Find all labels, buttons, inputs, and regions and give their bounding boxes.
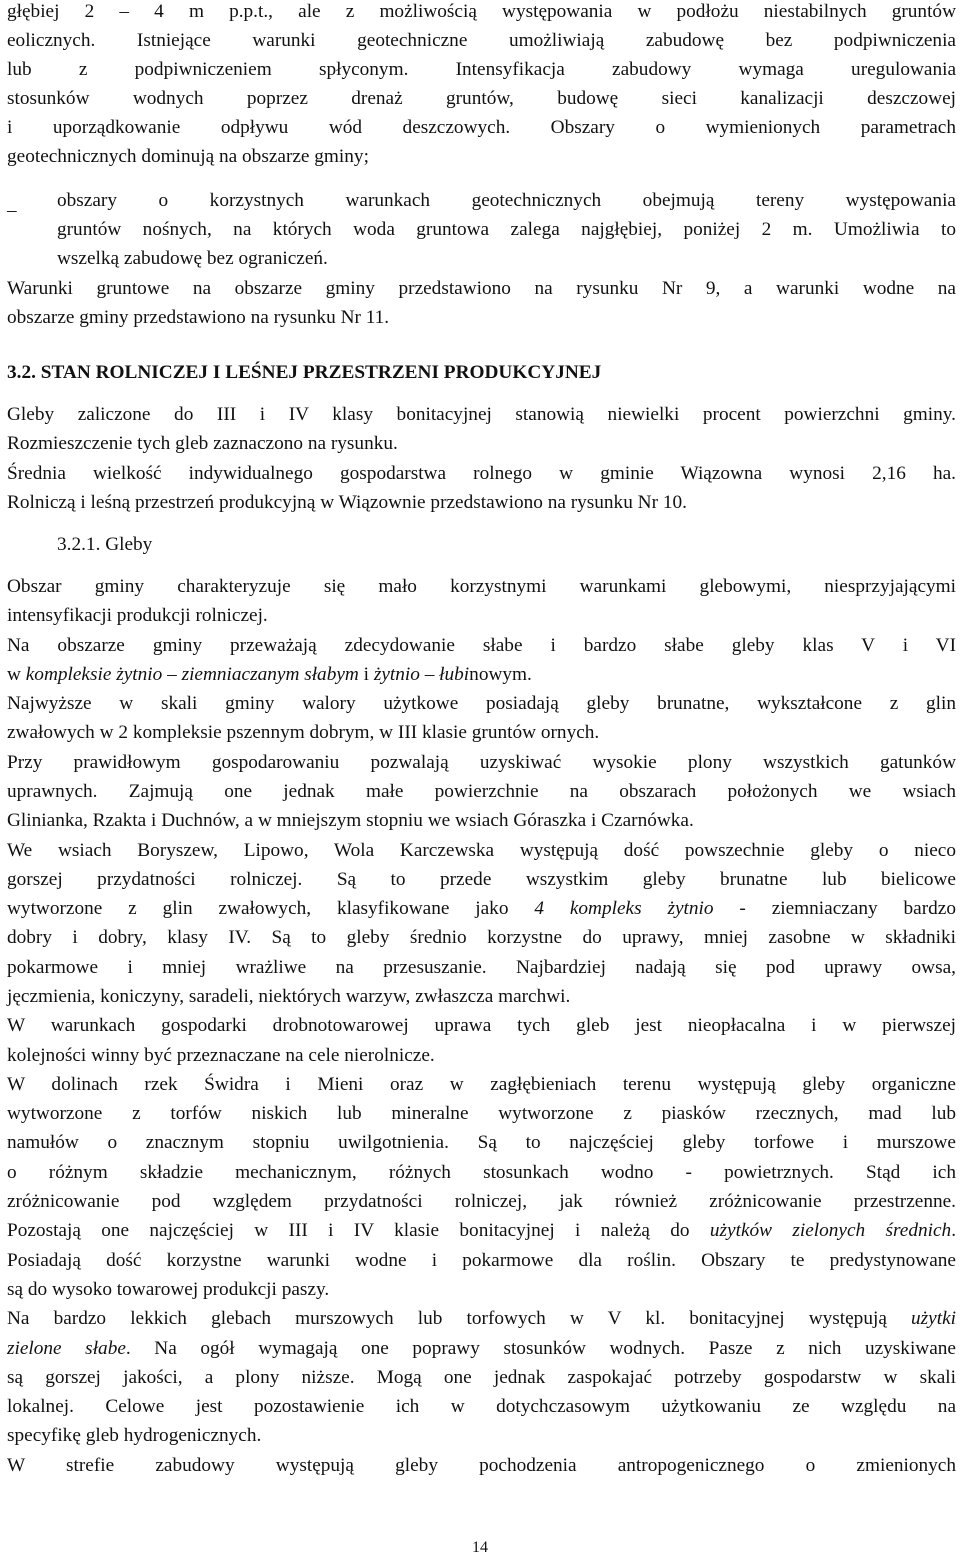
paragraph-line: geotechnicznych dominują na obszarze gminy; xyxy=(7,146,369,167)
paragraph-line: są gorszej jakości, a plony niższe. Mogą one jednak zaspokajać potrzeby gospodarstw w skali xyxy=(7,1367,956,1388)
paragraph-line: Średnia wielkość indywidualnego gospodarstwa rolnego w gminie Wiązowna wynosi 2,16 ha. xyxy=(7,463,956,484)
paragraph-line xyxy=(7,663,956,687)
text-span: - ziemniaczany bardzo xyxy=(713,898,957,919)
emphasis-text: użytki xyxy=(911,1308,956,1329)
paragraph-line xyxy=(7,897,956,921)
paragraph-line: Obszar gminy charakteryzuje się mało korzystnymi warunkami glebowymi, niesprzyjającymi xyxy=(7,576,956,597)
paragraph-line: Glinianka, Rzakta i Duchnów, a w mniejszym stopniu we wsiach Góraszka i Czarnówka. xyxy=(7,810,694,831)
paragraph-line: Przy prawidłowym gospodarowaniu pozwalają uzyskiwać wysokie plony wszystkich gatunków xyxy=(7,752,956,773)
paragraph-line: jęczmienia, koniczyny, saradeli, niektórych warzyw, zwłaszcza marchwi. xyxy=(7,986,571,1007)
paragraph-line: Najwyższe w skali gminy walory użytkowe posiadają gleby brunatne, wykształcone z glin xyxy=(7,693,956,714)
emphasis-text: kompleksie żytnio – ziemniaczanym słabym xyxy=(25,664,359,685)
emphasis-text: żytnio – łubi xyxy=(373,664,470,685)
paragraph-line: Rozmieszczenie tych gleb zaznaczono na rysunku. xyxy=(7,433,398,454)
paragraph-line: o różnym składzie mechanicznym, różnych stosunkach wodno - powietrznych. Stąd ich xyxy=(7,1162,956,1183)
paragraph-line: lub z podpiwniczeniem spłyconym. Intensyfikacja zabudowy wymaga uregulowania xyxy=(7,59,956,80)
paragraph-line: namułów o znacznym stopniu uwilgotnienia. Są to najczęściej gleby torfowe i murszowe xyxy=(7,1132,956,1153)
emphasis-text: 4 kompleks żytnio xyxy=(534,898,714,919)
paragraph-line: gorszej przydatności rolniczej. Są to przede wszystkim gleby brunatne lub bielicowe xyxy=(7,869,956,890)
emphasis-text: zielone słabe xyxy=(7,1338,126,1359)
paragraph-line: eolicznych. Istniejące warunki geotechniczne umożliwiają zabudowę bez podpiwniczenia xyxy=(7,30,956,51)
subsection-heading: 3.2.1. Gleby xyxy=(57,534,153,555)
paragraph-line: zwałowych w 2 kompleksie pszennym dobrym, w III klasie gruntów ornych. xyxy=(7,722,600,743)
paragraph-line: W warunkach gospodarki drobnotowarowej uprawa tych gleb jest nieopłacalna i w pierwszej xyxy=(7,1015,956,1036)
paragraph-line: kolejności winny być przeznaczane na cele nierolnicze. xyxy=(7,1045,435,1066)
text-span: i xyxy=(358,664,374,685)
paragraph-line xyxy=(7,1307,956,1331)
paragraph-line: Gleby zaliczone do III i IV klasy bonitacyjnej stanowią niewielki procent powierzchni gminy. xyxy=(7,404,956,425)
paragraph-line: W strefie zabudowy występują gleby pochodzenia antropogenicznego o zmienionych xyxy=(7,1455,956,1476)
paragraph-line: są do wysoko towarowej produkcji paszy. xyxy=(7,1279,330,1300)
paragraph-line: uprawnych. Zajmują one jednak małe powierzchnie na obszarach położonych we wsiach xyxy=(7,781,956,802)
paragraph-line: Warunki gruntowe na obszarze gminy przedstawiono na rysunku Nr 9, a warunki wodne na xyxy=(7,278,956,299)
paragraph-line xyxy=(7,1337,956,1361)
text-span: wytworzone z glin zwałowych, klasyfikowane jako xyxy=(7,898,535,919)
paragraph-line: intensyfikacji produkcji rolniczej. xyxy=(7,605,268,626)
section-heading: 3.2. STAN ROLNICZEJ I LEŚNEJ PRZESTRZENI PRODUKCYJNEJ xyxy=(7,362,602,383)
paragraph-line: Rolniczą i leśną przestrzeń produkcyjną w Wiązownie przedstawiono na rysunku Nr 10. xyxy=(7,492,687,513)
paragraph-line: stosunków wodnych poprzez drenaż gruntów, budowę sieci kanalizacji deszczowej xyxy=(7,88,956,109)
page-number: 14 xyxy=(472,1539,488,1556)
list-bullet: – xyxy=(7,200,17,221)
text-span: w xyxy=(7,664,26,685)
text-span: Pozostają one najczęściej w III i IV klasie bonitacyjnej i należą do xyxy=(7,1220,710,1241)
paragraph-line xyxy=(7,1219,956,1243)
paragraph-line: wytworzone z torfów niskich lub mineralne wytworzone z piasków rzecznych, mad lub xyxy=(7,1103,956,1124)
list-item-line: obszary o korzystnych warunkach geotechnicznych obejmują tereny występowania xyxy=(57,190,956,211)
paragraph-line: dobry i dobry, klasy IV. Są to gleby średnio korzystne do uprawy, mniej zasobne w składniki xyxy=(7,927,956,948)
text-span: nowym. xyxy=(469,664,532,685)
paragraph-line: Na obszarze gminy przeważają zdecydowanie słabe i bardzo słabe gleby klas V i VI xyxy=(7,635,956,656)
emphasis-text: użytków zielonych średnich xyxy=(709,1220,952,1241)
paragraph-line: We wsiach Boryszew, Lipowo, Wola Karczewska występują dość powszechnie gleby o nieco xyxy=(7,840,956,861)
list-item-line: wszelką zabudowę bez ograniczeń. xyxy=(57,248,328,269)
paragraph-line: specyfikę gleb hydrogenicznych. xyxy=(7,1425,262,1446)
paragraph-line: zróżnicowanie pod względem przydatności rolniczej, jak również zróżnicowanie przestrzenne. xyxy=(7,1191,956,1212)
paragraph-line: obszarze gminy przedstawiono na rysunku Nr 11. xyxy=(7,307,390,328)
paragraph-line: W dolinach rzek Świdra i Mieni oraz w zagłębieniach terenu występują gleby organiczne xyxy=(7,1074,956,1095)
paragraph-line: lokalnej. Celowe jest pozostawienie ich w dotychczasowym użytkowaniu ze względu na xyxy=(7,1396,956,1417)
paragraph-line: Posiadają dość korzystne warunki wodne i pokarmowe dla roślin. Obszary te predystynowane xyxy=(7,1250,956,1271)
paragraph-line: głębiej 2 – 4 m p.p.t., ale z możliwością występowania w podłożu niestabilnych gruntów xyxy=(7,1,956,22)
paragraph-line: pokarmowe i mniej wrażliwe na przesuszanie. Najbardziej nadają się pod uprawy owsa, xyxy=(7,957,956,978)
text-span: . xyxy=(951,1220,957,1241)
text-span: . Na ogół wymagają one poprawy stosunków wodnych. Pasze z nich uzyskiwane xyxy=(125,1338,956,1359)
list-item-line: gruntów nośnych, na których woda gruntowa zalega najgłębiej, poniżej 2 m. Umożliwia to xyxy=(57,219,956,240)
text-span: Na bardzo lekkich glebach murszowych lub torfowych w V kl. bonitacyjnej występują xyxy=(7,1308,912,1329)
paragraph-line: i uporządkowanie odpływu wód deszczowych. Obszary o wymienionych parametrach xyxy=(7,117,956,138)
